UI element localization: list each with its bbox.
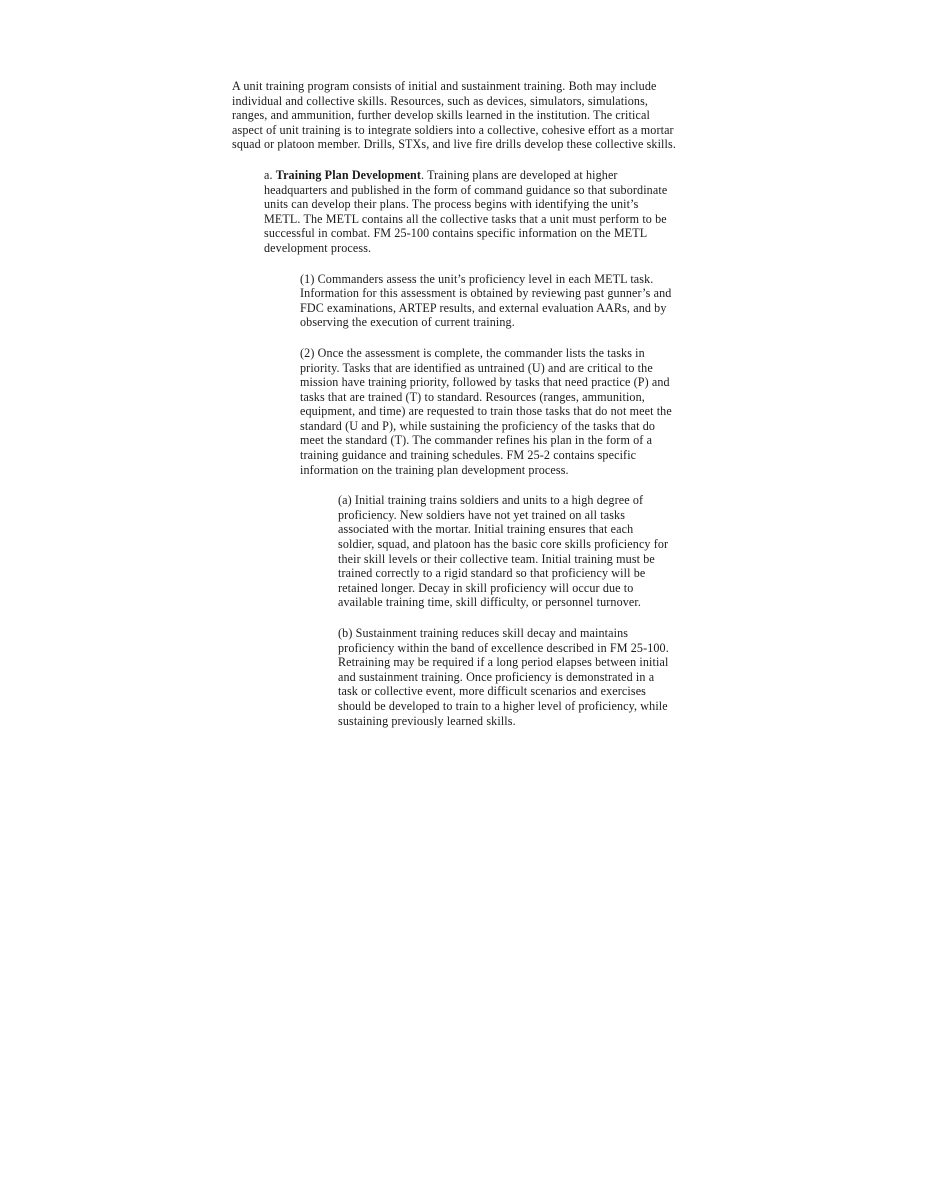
intro-paragraph [232, 79, 926, 152]
text-line: proficiency within the band of excellence described in FM 25-100. [338, 640, 669, 655]
text-line: successful in combat. FM 25-100 contains specific information on the METL [264, 226, 648, 241]
text-line: proficiency. New soldiers have not yet trained on all tasks [338, 507, 626, 522]
text-line: aspect of unit training is to integrate soldiers into a collective, cohesive effort as a mortar [232, 122, 674, 137]
text-line: ranges, and ammunition, further develop skills learned in the institution. The critical [232, 108, 650, 123]
para-2-assessment-complete [300, 346, 926, 477]
text-line: (2) Once the assessment is complete, the commander lists the tasks in [300, 345, 645, 360]
text-line: should be developed to train to a higher level of proficiency, while [338, 698, 668, 713]
para-a-initial-training [338, 493, 926, 610]
para-b-sustainment-training [338, 626, 926, 728]
text-line: A unit training program consists of initial and sustainment training. Both may include [232, 79, 657, 93]
para-1-commanders-assess [300, 272, 926, 330]
text-line: METL. The METL contains all the collective tasks that a unit must perform to be [264, 211, 667, 226]
text-line: standard (U and P), while sustaining the proficiency of the tasks that do [300, 418, 656, 433]
text-line: equipment, and time) are requested to train those tasks that do not meet the [300, 404, 672, 419]
text-line: development process. [264, 240, 372, 255]
text-line: information on the training plan development process. [300, 462, 569, 477]
text-line: priority. Tasks that are identified as untrained (U) and are critical to the [300, 360, 653, 375]
text-line: squad or platoon member. Drills, STXs, and live fire drills develop these collective skills. [232, 137, 676, 152]
text-line: (a) Initial training trains soldiers and units to a high degree of [338, 493, 644, 508]
text-line: associated with the mortar. Initial training ensures that each [338, 522, 634, 537]
text-line: and sustainment training. Once proficiency is demonstrated in a [338, 669, 655, 684]
text-line: a. Training Plan Development. Training plans are developed at higher [264, 167, 618, 182]
text-line: their skill levels or their collective team. Initial training must be [338, 551, 655, 566]
text-line: (1) Commanders assess the unit’s proficiency level in each METL task. [300, 271, 654, 286]
text-line: task or collective event, more difficult scenarios and exercises [338, 684, 647, 699]
text-line: available training time, skill difficulty, or personnel turnover. [338, 595, 642, 610]
text-line: retained longer. Decay in skill proficiency will occur due to [338, 580, 634, 595]
text-line: soldier, squad, and platoon has the basic core skills proficiency for [338, 537, 669, 552]
bold-heading-text: Training Plan Development [275, 167, 421, 182]
text-line: training guidance and training schedules. FM 25-2 contains specific [300, 448, 637, 463]
text-line: (b) Sustainment training reduces skill decay and maintains [338, 626, 629, 640]
para-a-training-plan-development [264, 168, 926, 256]
document-body [0, 79, 926, 728]
text-line: headquarters and published in the form of command guidance so that subordinate [264, 182, 668, 197]
text-line: trained correctly to a rigid standard so that proficiency will be [338, 566, 646, 581]
text-line: tasks that are trained (T) to standard. Resources (ranges, ammunition, [300, 389, 645, 404]
text-line: observing the execution of current training. [300, 315, 515, 330]
text-line: Retraining may be required if a long period elapses between initial [338, 655, 669, 670]
text-line: individual and collective skills. Resources, such as devices, simulators, simulations, [232, 93, 649, 108]
text-line: sustaining previously learned skills. [338, 713, 516, 728]
text-line: meet the standard (T). The commander refines his plan in the form of a [300, 433, 653, 448]
text-line: units can develop their plans. The process begins with identifying the unit’s [264, 197, 639, 212]
text-line: Information for this assessment is obtained by reviewing past gunner’s and [300, 286, 672, 301]
text-line: mission have training priority, followed by tasks that need practice (P) and [300, 375, 670, 390]
text-line: FDC examinations, ARTEP results, and external evaluation AARs, and by [300, 300, 667, 315]
